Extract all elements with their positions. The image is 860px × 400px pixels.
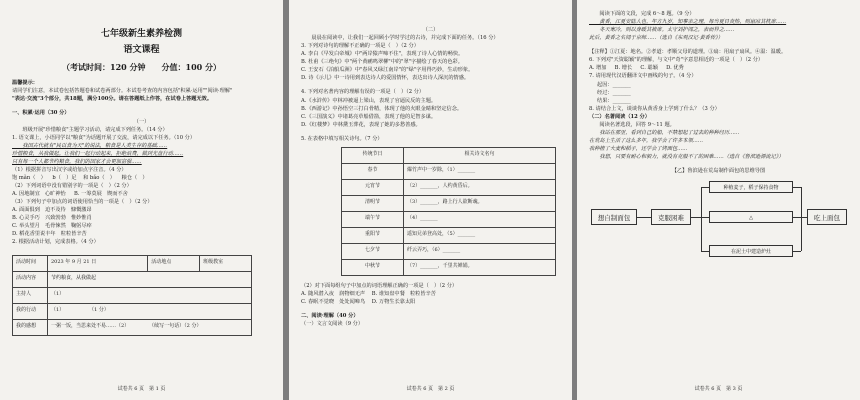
option: C. 春眠不觉晓 处处闻啼鸟: [301, 298, 366, 305]
diagram-connector: [701, 217, 709, 218]
table-row: [342, 259, 556, 275]
table-cell: 一粥一饭，当思来处不易……（2） （续写一句话）（2 分）: [47, 319, 251, 335]
handwritten-line: 此后，黄香之名闻于京师……（选自《东观汉记·黄香传》）: [589, 35, 723, 42]
question: （2）下列词语中没有错别字的一项是（ ）（2 分）: [12, 183, 132, 190]
option-row: [301, 298, 560, 306]
intro-text: 晨晨在阅读中，让我们一起回顾小学时学过的古诗，并完成下面的任务。（16 分）: [301, 35, 499, 42]
pinyin-item: 和 bǎo（ ）: [83, 174, 115, 181]
exam-page-2: [289, 0, 572, 400]
subject-title: 语文课程: [123, 44, 160, 55]
question: 7. 请用现代汉语翻译文中画线的句子。（4 分）: [589, 73, 697, 80]
handwritten-line: 珍惜粮食，从我做起。让我们一起行动起来，拒绝浪费，做到光盘行动……: [12, 150, 184, 157]
subsection-label: （二）: [422, 27, 439, 33]
pinyin-item: 粮仓（ ）: [121, 174, 148, 181]
question: 2. 根据活动计划，完成表格。（4 分）: [12, 239, 99, 246]
table-cell: 我的行动: [13, 303, 48, 319]
option: A. 李白《早发白帝城》中"两岸猿声啼不住"，表现了诗人心情的畅快。: [301, 51, 464, 58]
table-cell: 春节: [342, 163, 404, 179]
activity-table: [12, 255, 252, 336]
table-cell: （2）_______，人约黄昏后。: [404, 179, 556, 195]
question: 3. 下列对诗句的理解不正确的一项是（ ）（2 分）: [301, 43, 419, 50]
option-row: [301, 290, 560, 298]
pinyin-row: [12, 174, 271, 182]
section-heading: 一、积累·运用（30 分）: [12, 110, 70, 117]
question: 4. 下列对名著内容的理解有误的一项是（ ）（2 分）: [301, 89, 425, 96]
diagram-title: 【乙】鲁滨逊在荒岛制作面包的思维导图: [671, 168, 766, 175]
table-row: [342, 179, 556, 195]
intro-text: 班级开展"珍惜粮食"主题学习活动，请完成下列任务。（14 分）: [12, 126, 168, 133]
handwritten-line: 黄香，江夏安陆人也。年方九岁，知事亲之理。每当夏日炎热，则扇凉其枕席……: [589, 19, 787, 26]
handwritten-line: 在荒岛上生活了这么多年，我学会了许多本领……: [589, 137, 704, 144]
handwritten-line: 我想，只要有耐心和毅力，就没有克服不了的困难……（选自《鲁滨逊漂流记》）: [589, 154, 784, 161]
table-cell: 遥知兄弟登高处，（5）_______: [404, 227, 556, 243]
table-header-row: [342, 147, 556, 163]
handwritten-line: 只有每一个人都节约粮食，我们的国家才会更加富强……: [12, 158, 142, 165]
question: （2）对下面每组句子中加点的词语理解正确的一项是（ ）（2 分）: [301, 282, 458, 289]
diagram-connector: [793, 217, 801, 218]
mind-map-diagram: [589, 181, 848, 261]
option: A.《水浒传》中林冲被逼上梁山，表现了官逼民反的主题。: [301, 97, 437, 104]
table-header-cell: 传统节日: [342, 147, 404, 163]
festival-poem-table: [341, 147, 556, 276]
page-footer: 试卷共 6 页 第 1 页: [117, 386, 166, 393]
diagram-connector: [801, 187, 802, 251]
question: 8. 请结合上文，谈谈你从黄香身上学到了什么？（3 分）: [589, 105, 720, 112]
table-row: [13, 271, 252, 287]
table-header-cell: 相关诗文名句: [404, 147, 556, 163]
option: C. 王安石《泊船瓜洲》中"春风又绿江南岸"的"绿"字用得巧妙，生动形象。: [301, 67, 474, 74]
option: C.《三国演义》中诸葛亮草船借箭，表现了他的足智多谋。: [301, 113, 437, 120]
table-cell: 爆竹声中一岁除，（1）_______: [404, 163, 556, 179]
table-row: [13, 287, 252, 303]
table-cell: 2023 年 9 月 21 日: [47, 255, 147, 271]
pinyin-item: 饱 mǎn（ ）: [12, 174, 46, 181]
subsection-label: （二）名著阅读（12 分）: [589, 113, 650, 120]
option: C. 举头望月 毛骨悚然 鞠躬尽瘁: [12, 223, 92, 230]
option: B.《西游记》中孙悟空三打白骨精，体现了他的火眼金睛和坚定信念。: [301, 105, 463, 112]
table-row: [342, 163, 556, 179]
option: C. 聪颖: [640, 65, 658, 72]
notes-label: 温馨提示：: [12, 80, 38, 87]
table-cell: 班级教室: [200, 255, 252, 271]
table-cell: 端午节: [342, 211, 404, 227]
answer-line: 起因：_______: [597, 81, 631, 88]
diagram-branch: 种植麦子，稻子保持食物: [709, 181, 793, 193]
handwritten-line: 我种植了大麦和稻子，还学会了烤面包……: [589, 146, 688, 152]
option: B. 一筹莫展 锲而不舍: [73, 191, 128, 198]
question: 5. 在表格中填写相关诗句。（7 分）: [301, 135, 383, 142]
diagram-branch: 在泥土中建造炉灶: [709, 245, 793, 257]
table-cell: 我的感想: [13, 319, 48, 335]
option: A. 因地制宜 心旷神怡: [12, 191, 66, 198]
table-cell: （4）_______: [404, 211, 556, 227]
option: D. 诗《示儿》中一诗用到表达诗人的爱国情怀，表达出诗人深沉的情感。: [301, 75, 470, 82]
subsection-label: （一）: [133, 118, 150, 125]
question: （3）下列句子中加点的词语使用恰当的一项是（ ）（2 分）: [12, 199, 153, 206]
option: D. 稻花香里说丰年 粒粒皆辛苦: [12, 231, 87, 238]
diagram-node-middle: 克服困难: [651, 209, 691, 225]
subsection-label: （一）文言文阅读（9 分）: [301, 321, 364, 328]
option: D.《红楼梦》中林黛玉葬花，表现了她的多愁善感。: [301, 121, 421, 128]
exam-page-3: [577, 0, 860, 400]
handwritten-line: 冬天寒冷，则以身暖其被席。太守刘护闻之，表而异之……: [589, 27, 735, 34]
answer-line: 结果：_______: [597, 97, 631, 104]
handwritten-line: 我国古代就有"民以食为天"的说法，粮食是人类生存的基础……: [12, 142, 168, 149]
annotation-notes: 【注释】①江夏：地名。②孝道：孝顺父母的道理。③扇：用扇子扇风。④温：温暖。: [589, 49, 787, 56]
table-cell: 元宵节: [342, 179, 404, 195]
table-cell: 活动地点: [148, 255, 200, 271]
exam-title: 七年级新生素养检测: [100, 29, 182, 39]
exam-info: （考试时间：120 分钟 分值：100 分）: [62, 61, 221, 72]
diagram-connector: [691, 217, 701, 218]
diagram-connector: [793, 251, 801, 252]
table-cell: 活动时间: [13, 255, 48, 271]
page-footer: 试卷共 6 页 第 2 页: [406, 386, 455, 393]
table-row: [342, 195, 556, 211]
table-cell: （7）_______，千里共婵娟。: [404, 259, 556, 275]
intro-text: 阅读下面的文段，完成 6～8 题。（9 分）: [589, 11, 695, 17]
diagram-connector: [793, 187, 801, 188]
table-row: [342, 243, 556, 259]
question: （1）根据拼音写出汉字或给加点字注音。（4 分）: [12, 166, 127, 173]
option: B. 谁知盘中餐 粒粒皆辛苦: [371, 290, 436, 297]
diagram-node-start: 想自制面包: [591, 209, 637, 225]
table-row: [13, 319, 252, 335]
handwritten-line: 我站在那里，看到自己的船，不禁想起了过去的种种经历……: [589, 129, 740, 136]
table-row: [13, 255, 252, 271]
option: A. 面面俱到 迫不及待 慷慨激昂: [12, 207, 92, 214]
notes-line: "表达·交流"3个部分，共18题，满分100分。请在答题纸上作答，在试卷上答题无效。: [12, 96, 213, 103]
option: A. 增加: [589, 65, 607, 72]
diagram-branch: △: [709, 211, 793, 223]
table-cell: 活动内容: [13, 271, 48, 287]
table-row: [342, 211, 556, 227]
diagram-connector: [637, 217, 651, 218]
notes-line: 请同学们注意，本试卷包括答题卷和试卷两部分。本试卷考查的内容包括"积累·运用""阅读·理解": [12, 88, 233, 95]
page-footer: 试卷共 6 页 第 3 页: [694, 386, 743, 393]
table-cell: 清明节: [342, 195, 404, 211]
table-cell: 重阳节: [342, 227, 404, 243]
option-row: [589, 64, 848, 72]
option: D. 优秀: [666, 65, 684, 72]
question: 6. 下列对"天资聪颖"的理解，与文中"奇"字意思相近的一项是（ ）（2 分）: [589, 57, 764, 64]
diagram-connector: [701, 251, 709, 252]
answer-line: 经过：_______: [597, 89, 631, 96]
table-cell: （3）_______，路上行人欲断魂。: [404, 195, 556, 211]
option: B. 杜甫《三绝句》中"两个黄鹂鸣翠柳"中的"翠"字描绘了春天的色彩。: [301, 59, 463, 66]
table-cell: 中秋节: [342, 259, 404, 275]
option-row: [12, 190, 271, 198]
diagram-node-end: 吃上面包: [807, 209, 847, 225]
section-heading: 二、阅读·理解（40 分）: [301, 313, 359, 319]
intro-text: 阅读名著选段，回答 9～11 题。: [589, 121, 675, 128]
option: D. 万物生长靠太阳: [371, 298, 416, 305]
question: 1. 语文课上，小语同学以"粮食"为话题开展了交流，请完成以下任务。（10 分）: [12, 134, 196, 141]
table-cell: （1）: [47, 287, 251, 303]
pinyin-item: b（ ）足: [52, 174, 77, 181]
diagram-connector: [701, 187, 702, 251]
diagram-connector: [701, 187, 709, 188]
table-cell: 七夕节: [342, 243, 404, 259]
table-cell: 节约粮食，从我做起: [47, 271, 251, 287]
table-row: [342, 227, 556, 243]
option: A. 随风潜入夜 润物细无声: [301, 290, 366, 297]
table-cell: 主持人: [13, 287, 48, 303]
table-cell: 纤云弄巧，（6）_______: [404, 243, 556, 259]
table-row: [13, 303, 252, 319]
exam-page-1: [0, 0, 283, 400]
option: B. 心灵手巧 兴致勃勃 惟妙惟肖: [12, 215, 92, 222]
option: B. 增长: [614, 65, 633, 72]
table-cell: （1） （1 分）: [47, 303, 251, 319]
